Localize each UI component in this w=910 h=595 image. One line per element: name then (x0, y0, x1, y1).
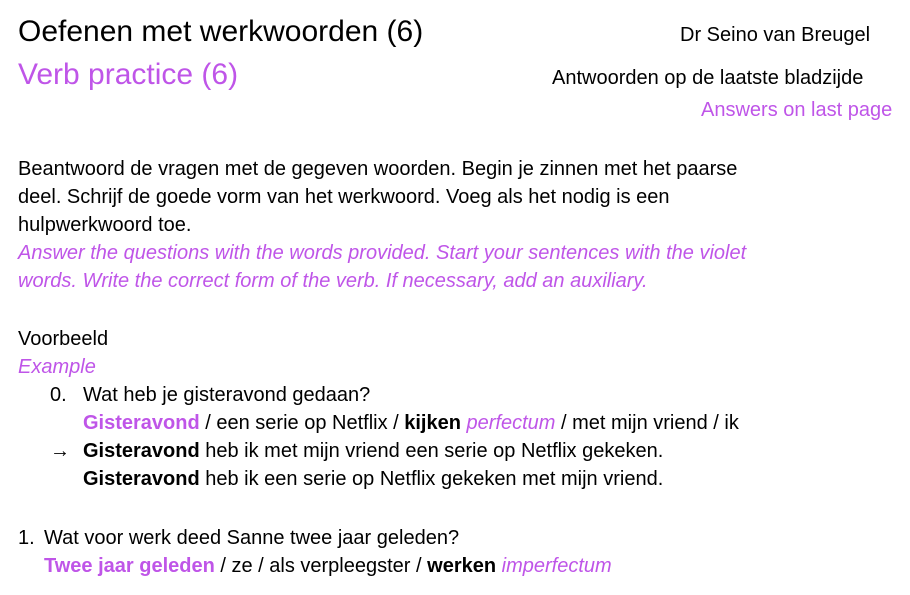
question-1-text: Wat voor werk deed Sanne twee jaar geleden? (44, 527, 460, 549)
answers-note-english: Answers on last page (701, 99, 893, 121)
example-question: Wat heb je gisteravond gedaan? (83, 384, 371, 406)
example-prompt-rest: / met mijn vriend / ik (555, 412, 739, 434)
page-title-english: Verb practice (6) (18, 58, 239, 91)
question-1-prompt (44, 552, 612, 580)
example-label-dutch: Voorbeeld (18, 328, 109, 350)
instructions-english-line: words. Write the correct form of the verb. If necessary, add an auxiliary. (18, 270, 648, 292)
question-1-prompt-verb: werken (427, 555, 497, 577)
example-number: 0. (50, 384, 67, 406)
example-prompt (83, 409, 739, 437)
instructions-dutch (18, 155, 737, 239)
instructions-english (18, 239, 746, 295)
answers-note-dutch: Antwoorden op de laatste bladzijde (552, 67, 864, 89)
arrow-right-icon: → (50, 440, 70, 462)
example-answer-2 (83, 465, 663, 493)
example-prompt-tense: perfectum (466, 412, 556, 434)
page-title-dutch: Oefenen met werkwoorden (6) (18, 15, 424, 48)
question-1-number: 1. (18, 527, 35, 549)
example-answer-2-rest: heb ik een serie op Netflix gekeken met mijn vriend. (199, 468, 664, 490)
example-answer-1-rest: heb ik met mijn vriend een serie op Netflix gekeken. (199, 440, 664, 462)
example-answer-1 (83, 437, 663, 465)
instructions-dutch-line: hulpwerkwoord toe. (18, 214, 192, 236)
example-prompt-start: Gisteravond (83, 412, 200, 434)
author-name: Dr Seino van Breugel (680, 24, 871, 46)
example-label-english: Example (18, 356, 96, 378)
instructions-english-line: Answer the questions with the words provided. Start your sentences with the violet (18, 242, 747, 264)
example-answer-2-start: Gisteravond (83, 468, 200, 490)
instructions-dutch-line: Beantwoord de vragen met de gegeven woorden. Begin je zinnen met het paarse (18, 158, 738, 180)
example-prompt-verb: kijken (404, 412, 461, 434)
example-prompt-words: / een serie op Netflix / (199, 412, 405, 434)
instructions-dutch-line: deel. Schrijf de goede vorm van het werkwoord. Voeg als het nodig is een (18, 186, 670, 208)
question-1-prompt-tense: imperfectum (501, 555, 612, 577)
question-1-prompt-words: / ze / als verpleegster / (214, 555, 428, 577)
example-answer-1-start: Gisteravond (83, 440, 200, 462)
question-1-prompt-start: Twee jaar geleden (44, 555, 215, 577)
